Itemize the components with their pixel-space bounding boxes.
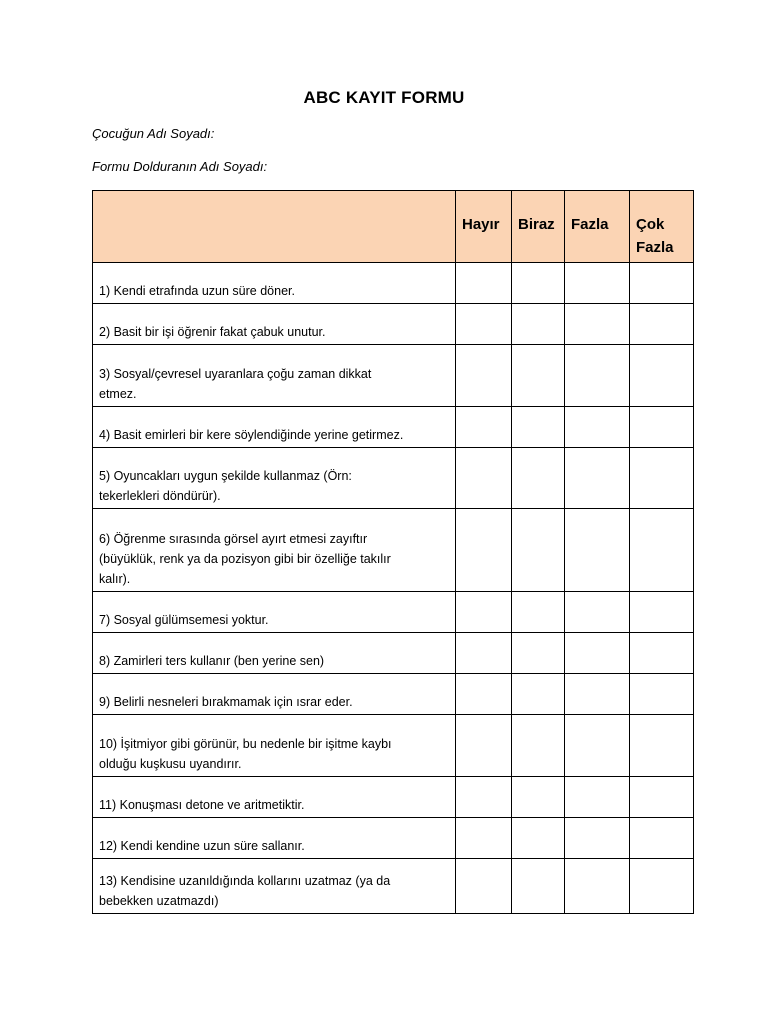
answer-cell-no[interactable] — [456, 818, 512, 859]
answer-cell-much[interactable] — [565, 448, 630, 509]
header-very-much — [630, 191, 694, 263]
question-cell — [93, 818, 456, 859]
question-text — [99, 818, 449, 858]
question-line: 8) Zamirleri ters kullanır (ben yerine sen) — [99, 654, 325, 668]
answer-cell-little[interactable] — [512, 345, 565, 407]
question-text — [99, 592, 449, 632]
answer-cell-much[interactable] — [565, 633, 630, 674]
table-row — [93, 818, 694, 859]
question-text — [99, 407, 449, 447]
question-text — [99, 715, 449, 776]
header-very-much-line1: Çok — [636, 216, 665, 233]
answer-cell-very-much[interactable] — [630, 715, 694, 777]
header-no-label: Hayır — [462, 216, 500, 233]
question-cell — [93, 345, 456, 407]
question-cell — [93, 715, 456, 777]
table-row — [93, 263, 694, 304]
answer-cell-very-much[interactable] — [630, 633, 694, 674]
question-line: 7) Sosyal gülümsemesi yoktur. — [99, 613, 269, 627]
question-line: 12) Kendi kendine uzun süre sallanır. — [99, 839, 305, 853]
answer-cell-much[interactable] — [565, 263, 630, 304]
answer-cell-little[interactable] — [512, 509, 565, 592]
question-text — [99, 448, 449, 508]
question-cell — [93, 448, 456, 509]
answer-cell-very-much[interactable] — [630, 345, 694, 407]
answer-cell-much[interactable] — [565, 777, 630, 818]
table-row — [93, 777, 694, 818]
answer-cell-no[interactable] — [456, 859, 512, 914]
table-row — [93, 674, 694, 715]
answer-cell-little[interactable] — [512, 407, 565, 448]
answer-cell-no[interactable] — [456, 407, 512, 448]
question-line: 1) Kendi etrafında uzun süre döner. — [99, 284, 295, 298]
header-no — [456, 191, 512, 263]
answer-cell-very-much[interactable] — [630, 263, 694, 304]
question-text — [99, 304, 449, 344]
question-line: kalır). — [99, 572, 131, 586]
answer-cell-little[interactable] — [512, 777, 565, 818]
table-row — [93, 715, 694, 777]
answer-cell-very-much[interactable] — [630, 448, 694, 509]
answer-cell-little[interactable] — [512, 674, 565, 715]
answer-cell-much[interactable] — [565, 304, 630, 345]
question-cell — [93, 263, 456, 304]
answer-cell-very-much[interactable] — [630, 818, 694, 859]
answer-cell-no[interactable] — [456, 304, 512, 345]
question-text — [99, 509, 449, 591]
question-text — [99, 674, 449, 714]
filler-name-label: Formu Dolduranın Adı Soyadı: — [92, 159, 268, 174]
question-cell — [93, 592, 456, 633]
answer-cell-very-much[interactable] — [630, 407, 694, 448]
answer-cell-very-much[interactable] — [630, 304, 694, 345]
question-cell — [93, 674, 456, 715]
answer-cell-little[interactable] — [512, 633, 565, 674]
answer-cell-much[interactable] — [565, 407, 630, 448]
answer-cell-very-much[interactable] — [630, 777, 694, 818]
answer-cell-very-much[interactable] — [630, 859, 694, 914]
table-row — [93, 592, 694, 633]
question-line: tekerlekleri döndürür). — [99, 489, 221, 503]
answer-cell-little[interactable] — [512, 304, 565, 345]
answer-cell-little[interactable] — [512, 859, 565, 914]
table-row — [93, 859, 694, 914]
answer-cell-little[interactable] — [512, 818, 565, 859]
question-line: 4) Basit emirleri bir kere söylendiğinde yerine getirmez. — [99, 428, 404, 442]
answer-cell-much[interactable] — [565, 818, 630, 859]
question-cell — [93, 407, 456, 448]
question-text — [99, 777, 449, 817]
header-blank-cell — [93, 191, 456, 263]
answer-cell-much[interactable] — [565, 592, 630, 633]
table-row — [93, 345, 694, 407]
assessment-table — [92, 190, 694, 914]
table-row — [93, 448, 694, 509]
answer-cell-no[interactable] — [456, 592, 512, 633]
answer-cell-no[interactable] — [456, 633, 512, 674]
answer-cell-much[interactable] — [565, 345, 630, 407]
header-very-much-line2: Fazla — [636, 239, 674, 256]
question-line: 6) Öğrenme sırasında görsel ayırt etmesi zayıftır — [99, 532, 368, 546]
question-line: 10) İşitmiyor gibi görünür, bu nedenle bir işitme kaybı — [99, 737, 392, 751]
question-cell — [93, 633, 456, 674]
answer-cell-no[interactable] — [456, 509, 512, 592]
question-cell — [93, 777, 456, 818]
table-row — [93, 304, 694, 345]
question-line: 13) Kendisine uzanıldığında kollarını uzatmaz (ya da — [99, 874, 391, 888]
question-line: 3) Sosyal/çevresel uyaranlara çoğu zaman dikkat — [99, 367, 372, 381]
answer-cell-no[interactable] — [456, 777, 512, 818]
answer-cell-much[interactable] — [565, 509, 630, 592]
question-cell — [93, 859, 456, 914]
form-title: ABC KAYIT FORMU — [303, 88, 465, 107]
question-text — [99, 633, 449, 673]
question-text — [99, 263, 449, 303]
table-row — [93, 509, 694, 592]
answer-cell-no[interactable] — [456, 263, 512, 304]
header-little — [512, 191, 565, 263]
question-line: 11) Konuşması detone ve aritmetiktir. — [99, 798, 305, 812]
table-header-row — [93, 191, 694, 263]
table-row — [93, 633, 694, 674]
answer-cell-no[interactable] — [456, 448, 512, 509]
answer-cell-no[interactable] — [456, 345, 512, 407]
answer-cell-no[interactable] — [456, 715, 512, 777]
question-line: 5) Oyuncakları uygun şekilde kullanmaz (Örn: — [99, 469, 352, 483]
answer-cell-much[interactable] — [565, 859, 630, 914]
table-row — [93, 407, 694, 448]
header-much — [565, 191, 630, 263]
question-cell — [93, 509, 456, 592]
answer-cell-little[interactable] — [512, 592, 565, 633]
answer-cell-little[interactable] — [512, 448, 565, 509]
answer-cell-little[interactable] — [512, 263, 565, 304]
answer-cell-much[interactable] — [565, 674, 630, 715]
question-text — [99, 859, 449, 913]
question-cell — [93, 304, 456, 345]
header-little-label: Biraz — [518, 216, 555, 233]
question-line: 2) Basit bir işi öğrenir fakat çabuk unutur. — [99, 325, 326, 339]
answer-cell-no[interactable] — [456, 674, 512, 715]
question-line: (büyüklük, renk ya da pozisyon gibi bir özelliğe takılır — [99, 552, 391, 566]
answer-cell-much[interactable] — [565, 715, 630, 777]
question-line: olduğu kuşkusu uyandırır. — [99, 757, 242, 771]
question-line: bebekken uzatmazdı) — [99, 894, 219, 908]
question-text — [99, 345, 449, 406]
child-name-label: Çocuğun Adı Soyadı: — [92, 126, 215, 141]
answer-cell-little[interactable] — [512, 715, 565, 777]
answer-cell-very-much[interactable] — [630, 592, 694, 633]
question-line: etmez. — [99, 387, 137, 401]
question-line: 9) Belirli nesneleri bırakmamak için ısrar eder. — [99, 695, 353, 709]
answer-cell-very-much[interactable] — [630, 674, 694, 715]
answer-cell-very-much[interactable] — [630, 509, 694, 592]
header-much-label: Fazla — [571, 216, 609, 233]
